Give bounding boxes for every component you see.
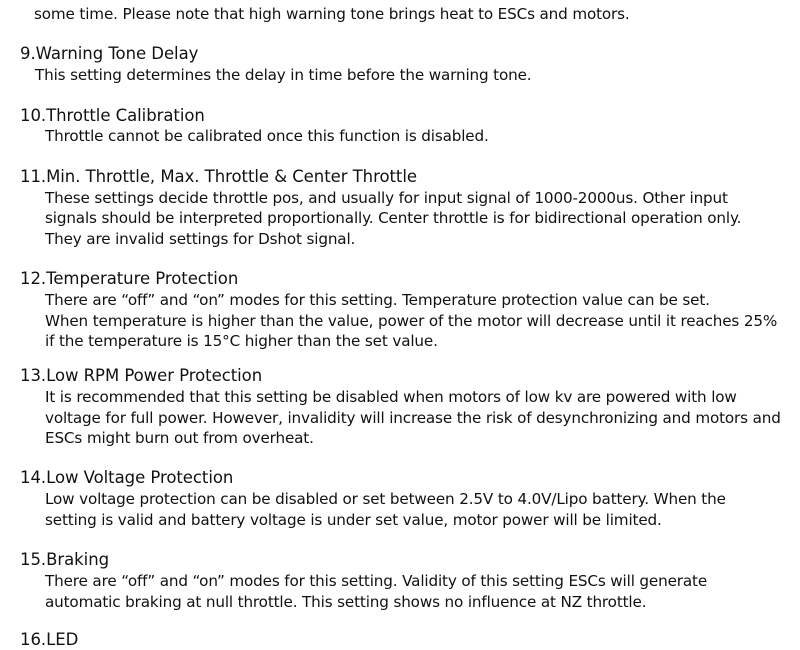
intro-tail-text: some time. Please note that high warning tone brings heat to ESCs and motors.: [34, 5, 630, 23]
section-16-title-partial: 16.LED: [20, 630, 79, 649]
section-12-line-3: if the temperature is 15°C higher than the set value.: [45, 332, 438, 350]
section-12-line-2: When temperature is higher than the value, power of the motor will decrease until it reaches 25%: [45, 312, 778, 330]
section-11-line-3: They are invalid settings for Dshot signal.: [45, 230, 356, 248]
section-12-line-1: There are “off” and “on” modes for this setting. Temperature protection value can be set.: [45, 291, 710, 309]
section-10-title: 10.Throttle Calibration: [20, 106, 205, 125]
section-11-title: 11.Min. Throttle, Max. Throttle & Center Throttle: [20, 167, 417, 186]
section-13-line-1: It is recommended that this setting be disabled when motors of low kv are powered with low: [45, 388, 737, 406]
section-14-title: 14.Low Voltage Protection: [20, 468, 234, 487]
section-13-line-2: voltage for full power. However, invalidity will increase the risk of desynchronizing and motors and: [45, 409, 781, 427]
section-13-title: 13.Low RPM Power Protection: [20, 366, 263, 385]
section-15-title: 15.Braking: [20, 550, 110, 569]
section-14-line-2: setting is valid and battery voltage is under set value, motor power will be limited.: [45, 511, 662, 529]
section-15-line-1: There are “off” and “on” modes for this setting. Validity of this setting ESCs will generate: [45, 572, 708, 590]
section-9-title: 9.Warning Tone Delay: [20, 44, 199, 63]
section-10-line-1: Throttle cannot be calibrated once this function is disabled.: [45, 127, 489, 145]
section-11-line-1: These settings decide throttle pos, and usually for input signal of 1000-2000us. Other input: [45, 189, 728, 207]
section-9-line-1: This setting determines the delay in time before the warning tone.: [35, 66, 532, 84]
section-15-line-2: automatic braking at null throttle. This setting shows no influence at NZ throttle.: [45, 593, 647, 611]
section-13-line-3: ESCs might burn out from overheat.: [45, 429, 314, 447]
section-11-line-2: signals should be interpreted proportionally. Center throttle is for bidirectional operation only.: [45, 209, 742, 227]
section-14-line-1: Low voltage protection can be disabled or set between 2.5V to 4.0V/Lipo battery. When the: [45, 490, 726, 508]
section-12-title: 12.Temperature Protection: [20, 269, 239, 288]
